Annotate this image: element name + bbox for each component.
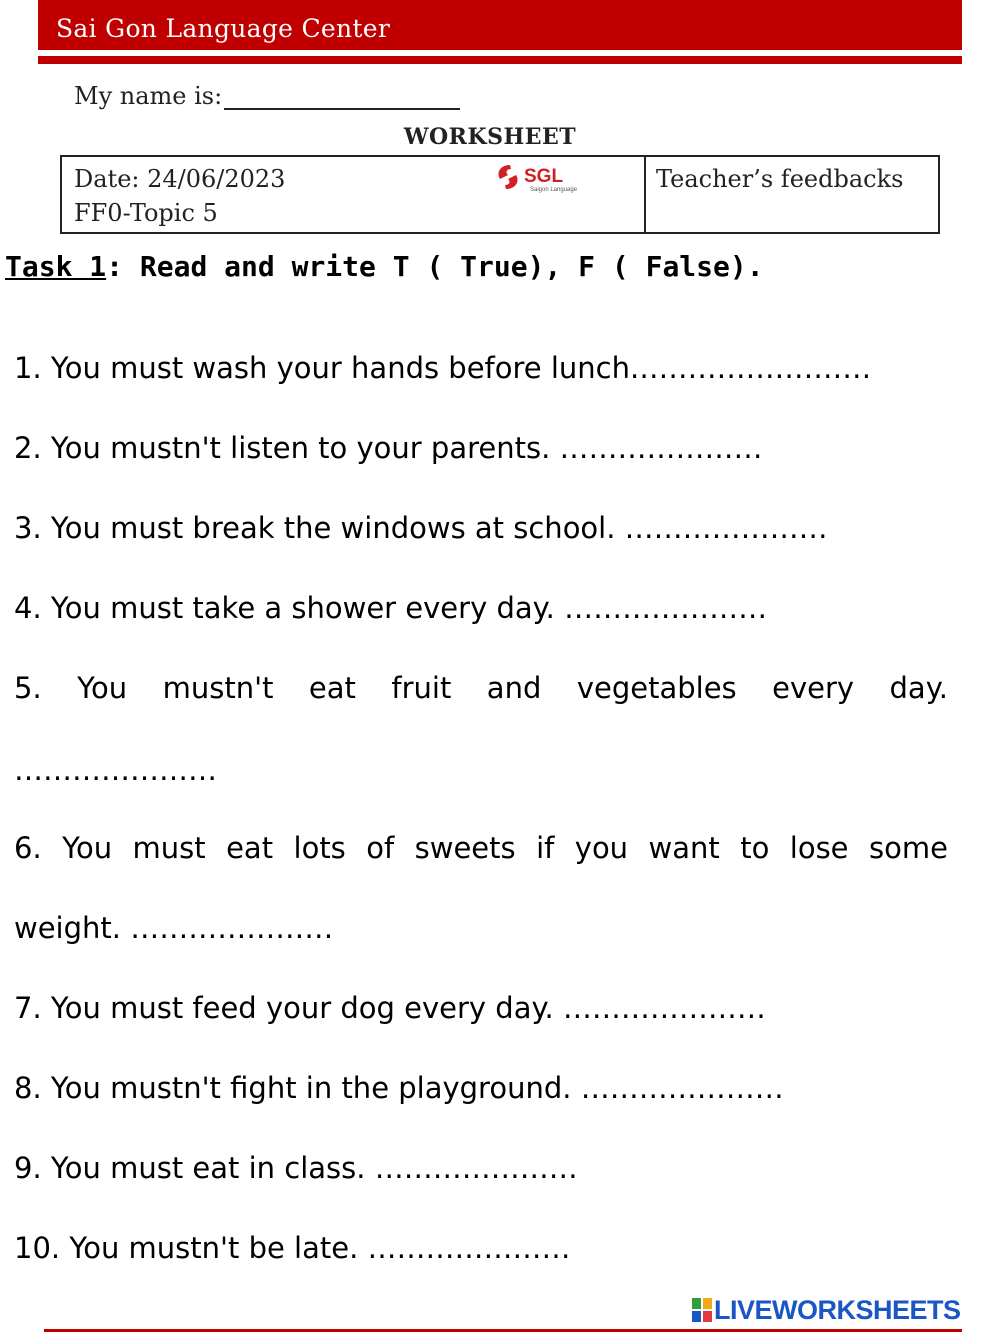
question-6-text-word: You <box>62 831 113 865</box>
question-5 <box>14 669 948 707</box>
question-10: 10. You mustn't be late. ………………… <box>14 1231 571 1265</box>
feedback-cell: Teacher’s feedbacks <box>656 165 904 193</box>
question-4: 4. You must take a shower every day. ………………… <box>14 591 768 625</box>
question-5-text-word: vegetables <box>576 671 737 705</box>
question-5-answer-line: ………………… <box>14 753 217 787</box>
question-3: 3. You must break the windows at school. ………………… <box>14 511 828 545</box>
question-5-text-word: mustn't <box>162 671 274 705</box>
liveworksheets-brand <box>692 1293 961 1327</box>
question-6-text-word: of <box>366 831 395 865</box>
name-row <box>74 82 460 110</box>
question-6-text-word: must <box>132 831 206 865</box>
question-6-text-word: to <box>740 831 770 865</box>
question-5-text-word: fruit <box>391 671 452 705</box>
sgl-logo-icon <box>494 161 586 193</box>
question-6-text-word: eat <box>226 831 274 865</box>
question-6-text-word: you <box>574 831 629 865</box>
question-6-text-word: lose <box>789 831 849 865</box>
question-6-text-word: 6. <box>14 831 42 865</box>
task-label: Task 1 <box>5 250 107 283</box>
task-heading <box>5 250 764 283</box>
question-6-text-word: if <box>536 831 555 865</box>
question-5-text-word: You <box>77 671 128 705</box>
header-divider <box>38 56 962 64</box>
footer-divider <box>44 1329 962 1332</box>
question-1: 1. You must wash your hands before lunch.…………………… <box>14 351 872 385</box>
question-5-text-word: day. <box>889 671 948 705</box>
date-text: Date: 24/06/2023 <box>74 165 286 193</box>
question-5-text-word: every <box>772 671 855 705</box>
name-input-line[interactable] <box>224 84 460 110</box>
question-6 <box>14 829 948 867</box>
question-6-continued: weight. ………………… <box>14 911 334 945</box>
center-name: Sai Gon Language Center <box>56 14 391 43</box>
logo-subtext: Saigon Language <box>530 187 578 193</box>
task-instruction: : Read and write T ( True), F ( False). <box>106 250 764 283</box>
topic-text: FF0-Topic 5 <box>74 199 218 227</box>
question-9: 9. You must eat in class. ………………… <box>14 1151 578 1185</box>
liveworksheets-logo-icon <box>692 1298 712 1322</box>
worksheet-title: WORKSHEET <box>403 124 577 150</box>
info-table <box>60 155 940 234</box>
name-label: My name is: <box>74 82 223 110</box>
question-6-text-word: want <box>648 831 720 865</box>
question-5-text-word: eat <box>308 671 356 705</box>
question-6-text-word: some <box>868 831 948 865</box>
header-banner <box>38 0 962 50</box>
question-5-text-word: 5. <box>14 671 42 705</box>
question-7: 7. You must feed your dog every day. ………………… <box>14 991 766 1025</box>
question-5-text-word: and <box>486 671 542 705</box>
brand-text: LIVEWORKSHEETS <box>714 1294 961 1325</box>
question-2: 2. You mustn't listen to your parents. ………………… <box>14 431 763 465</box>
info-cell-left <box>62 157 646 232</box>
question-6-text-word: sweets <box>414 831 516 865</box>
logo-text: SGL <box>524 166 564 187</box>
question-8: 8. You mustn't fight in the playground. ………………… <box>14 1071 784 1105</box>
question-6-text-word: lots <box>293 831 346 865</box>
